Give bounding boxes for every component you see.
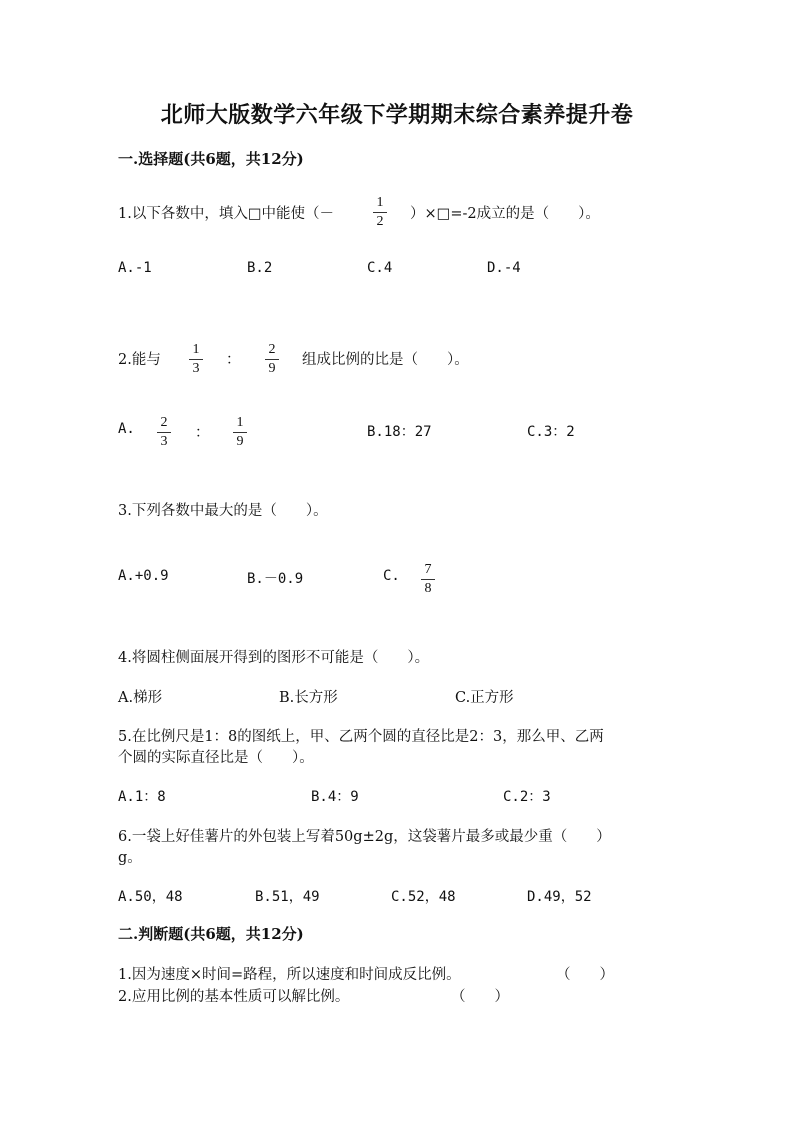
fraction-numerator: 2 bbox=[268, 342, 276, 357]
q1-option-b: B.2 bbox=[247, 260, 273, 276]
fraction-denominator: 9 bbox=[268, 361, 276, 376]
q3-option-c-label: C. bbox=[383, 568, 400, 584]
judgement-1-blank: （ ） bbox=[556, 967, 614, 983]
q5-option-a: A.1：8 bbox=[118, 789, 166, 805]
question-1-suffix: ）×□=-2成立的是（ ）。 bbox=[410, 206, 600, 222]
section-heading-judgement: 二.判断题(共6题，共12分) bbox=[118, 925, 304, 943]
q5-option-c: C.2：3 bbox=[503, 789, 551, 805]
q3-option-b: B.－0.9 bbox=[247, 571, 304, 587]
q2-option-c: C.3：2 bbox=[527, 424, 575, 440]
question-1-prefix: 1.以下各数中，填入□中能使（－ bbox=[118, 206, 335, 222]
fraction-numerator: 7 bbox=[424, 562, 432, 577]
question-1-fraction bbox=[373, 196, 387, 229]
question-6-line-2: g。 bbox=[118, 850, 142, 866]
fraction-denominator: 3 bbox=[192, 361, 200, 376]
q2-option-b: B.18：27 bbox=[367, 424, 432, 440]
question-2-prefix: 2.能与 bbox=[118, 352, 161, 368]
q6-option-b: B.51，49 bbox=[255, 889, 320, 905]
judgement-2-text: 2.应用比例的基本性质可以解比例。 bbox=[118, 989, 350, 1005]
q4-option-b: B.长方形 bbox=[279, 690, 338, 706]
fraction-denominator: 9 bbox=[236, 434, 244, 449]
q6-option-a: A.50，48 bbox=[118, 889, 183, 905]
q3-option-a: A.+0.9 bbox=[118, 568, 169, 584]
fraction-numerator: 1 bbox=[192, 342, 200, 357]
fraction-numerator: 1 bbox=[236, 415, 244, 430]
fraction-denominator: 8 bbox=[424, 581, 432, 596]
section-heading-choice: 一.选择题(共6题，共12分) bbox=[118, 150, 304, 168]
q6-option-c: C.52，48 bbox=[391, 889, 456, 905]
q1-option-d: D.-4 bbox=[487, 260, 521, 276]
q2-option-a-fraction-1 bbox=[157, 416, 171, 449]
judgement-1-text: 1.因为速度×时间=路程，所以速度和时间成反比例。 bbox=[118, 967, 461, 983]
question-2-fraction-1 bbox=[189, 343, 203, 376]
fraction-denominator: 3 bbox=[160, 434, 168, 449]
fraction-numerator: 1 bbox=[376, 195, 384, 210]
question-6-line-1: 6.一袋上好佳薯片的外包装上写着50g±2g，这袋薯片最多或最少重（ ） bbox=[118, 829, 611, 845]
judgement-2-blank: （ ） bbox=[451, 989, 509, 1005]
q1-option-a: A.-1 bbox=[118, 260, 152, 276]
q1-option-c: C.4 bbox=[367, 260, 393, 276]
q4-option-c: C.正方形 bbox=[455, 690, 514, 706]
question-2-colon: ： bbox=[226, 352, 241, 368]
q2-option-a-fraction-2 bbox=[233, 416, 247, 449]
page-title: 北师大版数学六年级下学期期末综合素养提升卷 bbox=[160, 102, 634, 128]
q6-option-d: D.49，52 bbox=[527, 889, 592, 905]
question-4-text: 4.将圆柱侧面展开得到的图形不可能是（ ）。 bbox=[118, 650, 430, 666]
q4-option-a: A.梯形 bbox=[118, 690, 163, 706]
question-5-line-1: 5.在比例尺是1：8的图纸上，甲、乙两个圆的直径比是2：3，那么甲、乙两 bbox=[118, 729, 604, 745]
q3-option-c-fraction bbox=[421, 563, 435, 596]
fraction-numerator: 2 bbox=[160, 415, 168, 430]
question-2-suffix: 组成比例的比是（ ）。 bbox=[302, 352, 469, 368]
q2-option-a-colon: ： bbox=[195, 425, 210, 441]
question-5-line-2: 个圆的实际直径比是（ ）。 bbox=[118, 750, 314, 766]
q2-option-a-label: A. bbox=[118, 421, 135, 437]
question-2-fraction-2 bbox=[265, 343, 279, 376]
question-3-text: 3.下列各数中最大的是（ ）。 bbox=[118, 503, 328, 519]
fraction-denominator: 2 bbox=[376, 214, 384, 229]
q5-option-b: B.4：9 bbox=[311, 789, 359, 805]
